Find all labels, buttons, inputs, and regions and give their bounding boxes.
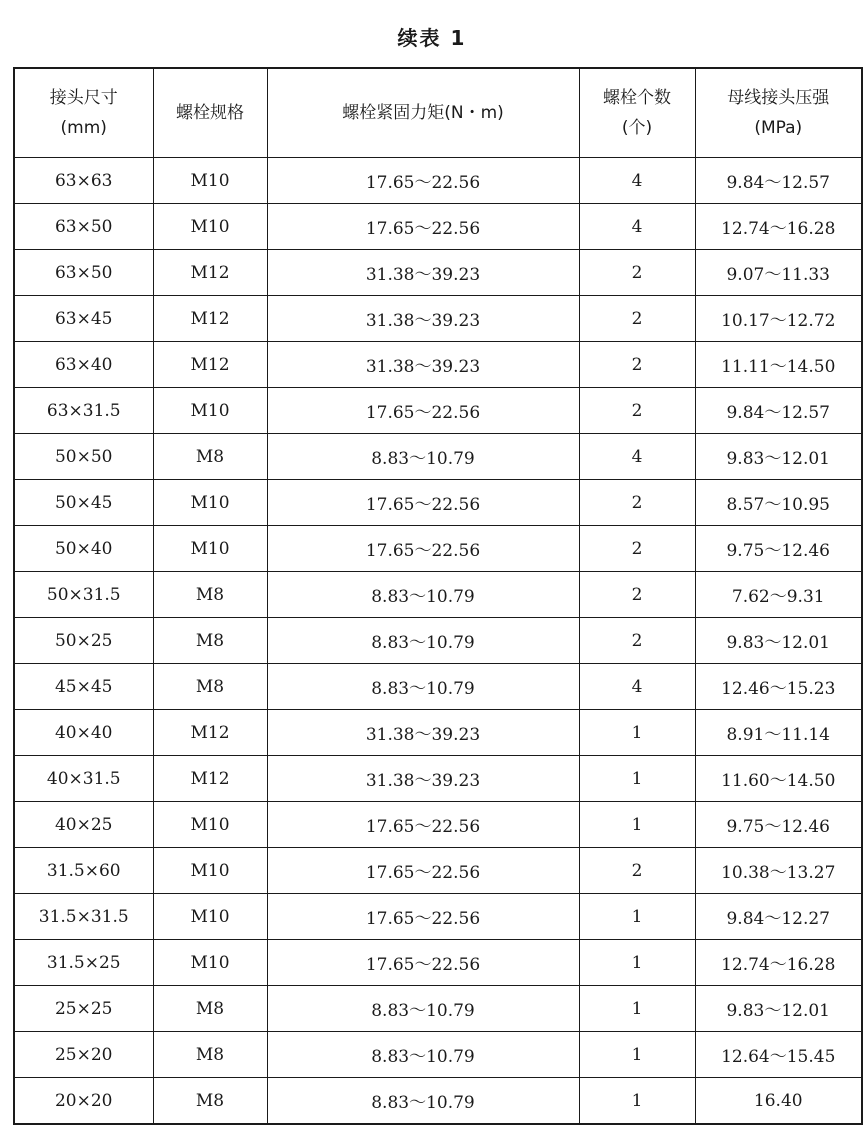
table-row (14, 756, 862, 802)
cell-bolt-spec: M12 (153, 756, 267, 802)
table-row (14, 894, 862, 940)
cell-torque: 8.83～10.79 (267, 572, 579, 618)
cell-joint-size: 25×20 (14, 1032, 153, 1078)
cell-bolt-count: 1 (579, 894, 695, 940)
cell-pressure: 12.46～15.23 (695, 664, 862, 710)
table-row (14, 1032, 862, 1078)
cell-bolt-count: 2 (579, 848, 695, 894)
cell-bolt-spec: M10 (153, 158, 267, 204)
cell-bolt-spec: M8 (153, 1032, 267, 1078)
cell-pressure: 10.38～13.27 (695, 848, 862, 894)
cell-bolt-count: 2 (579, 618, 695, 664)
cell-joint-size: 63×50 (14, 204, 153, 250)
table-row (14, 664, 862, 710)
cell-torque: 8.83～10.79 (267, 664, 579, 710)
cell-joint-size: 63×50 (14, 250, 153, 296)
cell-bolt-spec: M10 (153, 848, 267, 894)
header-bolt-spec-label: 螺栓规格 (176, 103, 244, 123)
header-bolt-count-label: 螺栓个数 (603, 88, 671, 108)
cell-torque: 8.83～10.79 (267, 1032, 579, 1078)
header-joint-size (14, 68, 153, 158)
cell-torque: 31.38～39.23 (267, 756, 579, 802)
table-row (14, 572, 862, 618)
cell-bolt-count: 2 (579, 526, 695, 572)
cell-torque: 17.65～22.56 (267, 158, 579, 204)
cell-bolt-count: 2 (579, 296, 695, 342)
cell-pressure: 9.84～12.27 (695, 894, 862, 940)
cell-torque: 31.38～39.23 (267, 710, 579, 756)
cell-bolt-spec: M8 (153, 572, 267, 618)
table-row (14, 848, 862, 894)
cell-joint-size: 63×63 (14, 158, 153, 204)
cell-bolt-count: 2 (579, 250, 695, 296)
cell-bolt-count: 2 (579, 572, 695, 618)
cell-torque: 17.65～22.56 (267, 940, 579, 986)
cell-torque: 31.38～39.23 (267, 342, 579, 388)
cell-joint-size: 50×45 (14, 480, 153, 526)
cell-joint-size: 40×31.5 (14, 756, 153, 802)
cell-pressure: 11.11～14.50 (695, 342, 862, 388)
table-row (14, 618, 862, 664)
cell-pressure: 9.07～11.33 (695, 250, 862, 296)
cell-bolt-spec: M10 (153, 480, 267, 526)
cell-bolt-spec: M12 (153, 296, 267, 342)
cell-pressure: 12.64～15.45 (695, 1032, 862, 1078)
cell-bolt-count: 1 (579, 1032, 695, 1078)
cell-pressure: 16.40 (695, 1078, 862, 1125)
cell-pressure: 10.17～12.72 (695, 296, 862, 342)
table-row (14, 710, 862, 756)
cell-joint-size: 63×45 (14, 296, 153, 342)
table-row (14, 342, 862, 388)
cell-bolt-spec: M8 (153, 986, 267, 1032)
cell-pressure: 9.83～12.01 (695, 986, 862, 1032)
cell-bolt-count: 1 (579, 940, 695, 986)
table-row (14, 480, 862, 526)
table-row (14, 434, 862, 480)
header-joint-size-label: 接头尺寸 (49, 88, 118, 108)
cell-pressure: 9.84～12.57 (695, 158, 862, 204)
cell-bolt-count: 1 (579, 802, 695, 848)
header-bolt-count-unit: (个) (621, 118, 653, 138)
cell-joint-size: 50×50 (14, 434, 153, 480)
cell-bolt-spec: M12 (153, 710, 267, 756)
cell-bolt-spec: M10 (153, 940, 267, 986)
cell-pressure: 9.84～12.57 (695, 388, 862, 434)
cell-bolt-spec: M8 (153, 434, 267, 480)
header-pressure (695, 68, 862, 158)
cell-pressure: 11.60～14.50 (695, 756, 862, 802)
header-bolt-count (579, 68, 695, 158)
cell-pressure: 8.91～11.14 (695, 710, 862, 756)
cell-bolt-count: 4 (579, 434, 695, 480)
cell-pressure: 8.57～10.95 (695, 480, 862, 526)
cell-joint-size: 40×40 (14, 710, 153, 756)
table-header-row (14, 68, 862, 158)
cell-joint-size: 20×20 (14, 1078, 153, 1125)
cell-bolt-count: 2 (579, 480, 695, 526)
cell-torque: 31.38～39.23 (267, 250, 579, 296)
cell-bolt-spec: M10 (153, 526, 267, 572)
table-row (14, 204, 862, 250)
cell-torque: 17.65～22.56 (267, 388, 579, 434)
cell-pressure: 9.83～12.01 (695, 618, 862, 664)
cell-bolt-count: 1 (579, 756, 695, 802)
cell-bolt-spec: M8 (153, 1078, 267, 1125)
cell-joint-size: 31.5×25 (14, 940, 153, 986)
cell-pressure: 7.62～9.31 (695, 572, 862, 618)
cell-bolt-spec: M10 (153, 894, 267, 940)
cell-pressure: 12.74～16.28 (695, 940, 862, 986)
cell-joint-size: 31.5×60 (14, 848, 153, 894)
cell-bolt-count: 4 (579, 664, 695, 710)
cell-joint-size: 50×25 (14, 618, 153, 664)
cell-bolt-spec: M10 (153, 802, 267, 848)
table-row (14, 802, 862, 848)
header-torque (267, 68, 579, 158)
cell-torque: 17.65～22.56 (267, 204, 579, 250)
cell-joint-size: 63×31.5 (14, 388, 153, 434)
header-pressure-unit: (MPa) (754, 118, 803, 138)
cell-bolt-count: 2 (579, 342, 695, 388)
cell-joint-size: 50×40 (14, 526, 153, 572)
cell-pressure: 9.83～12.01 (695, 434, 862, 480)
table-body (14, 158, 862, 1125)
table-row (14, 526, 862, 572)
cell-bolt-count: 1 (579, 986, 695, 1032)
table-caption: 续表 1 (397, 26, 467, 50)
cell-bolt-spec: M10 (153, 204, 267, 250)
table-row (14, 296, 862, 342)
cell-bolt-count: 1 (579, 1078, 695, 1125)
cell-bolt-count: 4 (579, 204, 695, 250)
cell-joint-size: 63×40 (14, 342, 153, 388)
cell-pressure: 9.75～12.46 (695, 802, 862, 848)
header-bolt-spec (153, 68, 267, 158)
table-row (14, 940, 862, 986)
cell-bolt-spec: M10 (153, 388, 267, 434)
cell-torque: 17.65～22.56 (267, 480, 579, 526)
cell-bolt-count: 4 (579, 158, 695, 204)
header-torque-label: 螺栓紧固力矩(N・m) (342, 103, 504, 123)
header-joint-size-unit: (mm) (60, 118, 107, 138)
cell-bolt-count: 1 (579, 710, 695, 756)
table-row (14, 986, 862, 1032)
header-pressure-label: 母线接头压强 (727, 88, 830, 108)
cell-pressure: 12.74～16.28 (695, 204, 862, 250)
table-row (14, 158, 862, 204)
cell-torque: 17.65～22.56 (267, 526, 579, 572)
cell-bolt-spec: M12 (153, 250, 267, 296)
cell-joint-size: 40×25 (14, 802, 153, 848)
cell-bolt-count: 2 (579, 388, 695, 434)
cell-torque: 17.65～22.56 (267, 848, 579, 894)
cell-bolt-spec: M12 (153, 342, 267, 388)
bolt-torque-table (13, 67, 863, 1125)
table-row (14, 250, 862, 296)
table-row (14, 1078, 862, 1125)
cell-joint-size: 31.5×31.5 (14, 894, 153, 940)
cell-joint-size: 45×45 (14, 664, 153, 710)
table-row (14, 388, 862, 434)
cell-torque: 8.83～10.79 (267, 618, 579, 664)
cell-torque: 17.65～22.56 (267, 802, 579, 848)
cell-bolt-spec: M8 (153, 664, 267, 710)
cell-torque: 17.65～22.56 (267, 894, 579, 940)
cell-joint-size: 25×25 (14, 986, 153, 1032)
cell-torque: 8.83～10.79 (267, 1078, 579, 1125)
cell-torque: 8.83～10.79 (267, 986, 579, 1032)
cell-torque: 8.83～10.79 (267, 434, 579, 480)
cell-torque: 31.38～39.23 (267, 296, 579, 342)
cell-bolt-spec: M8 (153, 618, 267, 664)
cell-joint-size: 50×31.5 (14, 572, 153, 618)
cell-pressure: 9.75～12.46 (695, 526, 862, 572)
